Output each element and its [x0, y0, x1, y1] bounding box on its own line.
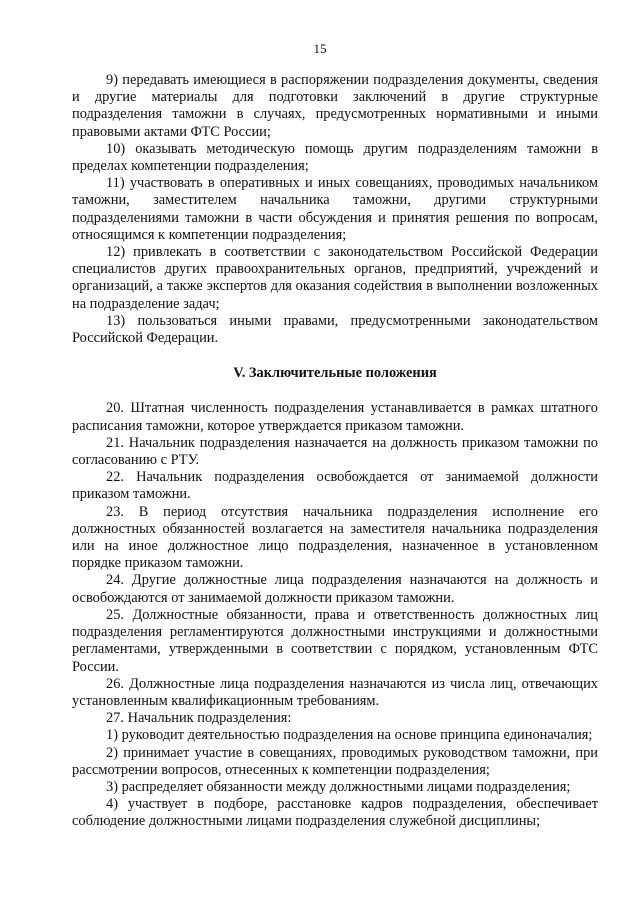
rights-item-12: 12) привлекать в соответствии с законодательством Российской Федерации специалистов других правоохранительных органов, предприятий, учреждений и организаций, а также экспертов для оказания содействия в выполнении возложенных на подразделение задач; [72, 244, 598, 312]
provision-27: 27. Начальник подразделения: [106, 710, 292, 727]
document-body [72, 72, 598, 831]
provision-21: 21. Начальник подразделения назначается на должность приказом таможни по согласованию с РТУ. [72, 434, 598, 469]
provision-26: 26. Должностные лица подразделения назначаются из числа лиц, отвечающих установленным квалификационным требованиям. [72, 675, 598, 709]
head-duty-3: 3) распределяет обязанности между должностными лицами подразделения; [106, 778, 571, 795]
rights-item-9: 9) передавать имеющиеся в распоряжении подразделения документы, сведения и другие материалы для подготовки заключений в другие структурные подразделения таможни в случаях, предусмотренных нормативными и иными правовыми актами ФТС России; [72, 72, 598, 140]
section-heading: V. Заключительные положения [233, 365, 437, 382]
rights-item-10: 10) оказывать методическую помощь другим подразделениям таможни в пределах компетенции подразделения; [72, 140, 598, 175]
provision-22: 22. Начальник подразделения освобождается от занимаемой должности приказом таможни. [72, 469, 598, 503]
head-duty-1: 1) руководит деятельностью подразделения на основе принципа единоначалия; [106, 727, 593, 744]
provision-25: 25. Должностные обязанности, права и ответственность должностных лиц подразделения регламентируются должностными инструкциями и должностными регламентами, утвержденными в соответствии с порядком, установленным ФТС России. [72, 606, 598, 675]
head-duty-2: 2) принимает участие в совещаниях, проводимых руководством таможни, при рассмотрении вопросов, отнесенных к компетенции подразделения; [72, 744, 598, 778]
rights-item-11: 11) участвовать в оперативных и иных совещаниях, проводимых начальником таможни, заместителем начальника таможни, другими структурными подразделениями таможни в части обсуждения и принятия решения по вопросам, относящимся к компетенции подразделения; [72, 175, 598, 243]
head-duty-4: 4) участвует в подборе, расстановке кадров подразделения, обеспечивает соблюдение должностными лицами подразделения служебной дисциплины; [72, 796, 598, 830]
provision-23: 23. В период отсутствия начальника подразделения исполнение его должностных обязанностей возлагается на заместителя начальника подразделения или на иное должностное лицо подразделения, назначенное в установленном порядке приказом таможни. [72, 503, 598, 572]
page-number: 15 [313, 41, 327, 56]
provision-20: 20. Штатная численность подразделения устанавливается в рамках штатного расписания таможни, которое утверждается приказом таможни. [72, 400, 598, 434]
provision-24: 24. Другие должностные лица подразделения назначаются на должность и освобождаются от занимаемой должности приказом таможни. [72, 572, 598, 606]
rights-item-13: 13) пользоваться иными правами, предусмотренными законодательством Российской Федерации. [72, 312, 598, 347]
